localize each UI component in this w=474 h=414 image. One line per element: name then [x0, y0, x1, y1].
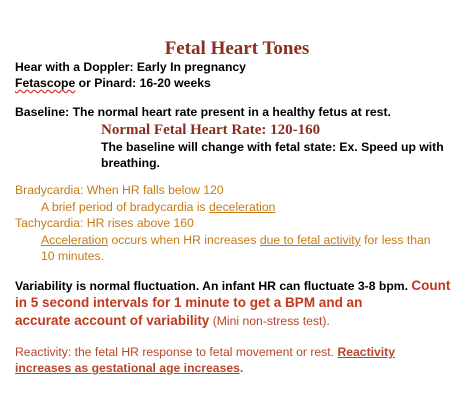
- variability-text: Variability is normal fluctuation. An infant HR can fluctuate 3-8 bpm.: [15, 279, 412, 293]
- reactivity-period: .: [239, 361, 244, 375]
- deceleration-term: deceleration: [209, 200, 276, 214]
- acceleration-text-2: for less than: [360, 233, 431, 247]
- tachycardia-line: Tachycardia: HR rises above 160: [15, 216, 194, 230]
- variability-line-2: in 5 second intervals for 1 minute to get a BPM and an: [15, 295, 363, 310]
- bradycardia-brief-text: A brief period of bradycardia is: [41, 200, 210, 214]
- acceleration-text-1: occurs when HR increases: [108, 233, 260, 247]
- reactivity-text: Reactivity: the fetal HR response to fetal movement or rest.: [15, 345, 338, 359]
- reactivity-line-1: [15, 345, 395, 359]
- variability-line-1: [15, 278, 450, 293]
- acceleration-line-2: 10 minutes.: [41, 249, 105, 263]
- accurate-account-emphasis: accurate account of variability: [15, 313, 210, 328]
- variability-line-3: [15, 313, 330, 328]
- reactivity-line-2: [15, 361, 243, 375]
- count-emphasis: Count: [411, 278, 451, 293]
- acceleration-line: [41, 233, 431, 247]
- acceleration-term: Acceleration: [41, 233, 109, 247]
- bradycardia-brief-line: [41, 200, 275, 214]
- fetascope-word: Fetascope: [15, 76, 76, 90]
- reactivity-term: Reactivity: [337, 345, 396, 359]
- fetascope-rest: or Pinard: 16-20 weeks: [75, 76, 211, 90]
- doppler-line: Hear with a Doppler: Early In pregnancy: [15, 60, 246, 74]
- page-title: Fetal Heart Tones: [164, 38, 310, 59]
- bradycardia-line: Bradycardia: When HR falls below 120: [15, 183, 224, 197]
- fetal-activity-term: due to fetal activity: [259, 233, 361, 247]
- baseline-change-line-2: breathing.: [101, 156, 160, 170]
- baseline-line: Baseline: The normal heart rate present in a healthy fetus at rest.: [15, 105, 391, 119]
- baseline-change-line-1: The baseline will change with fetal state: Ex. Speed up with: [101, 140, 444, 154]
- fetascope-line: [15, 76, 211, 90]
- normal-rate-heading: Normal Fetal Heart Rate: 120-160: [101, 122, 321, 138]
- reactivity-increase-text: increases as gestational age increases: [15, 361, 240, 375]
- mini-nst-text: (Mini non-stress test).: [209, 314, 330, 328]
